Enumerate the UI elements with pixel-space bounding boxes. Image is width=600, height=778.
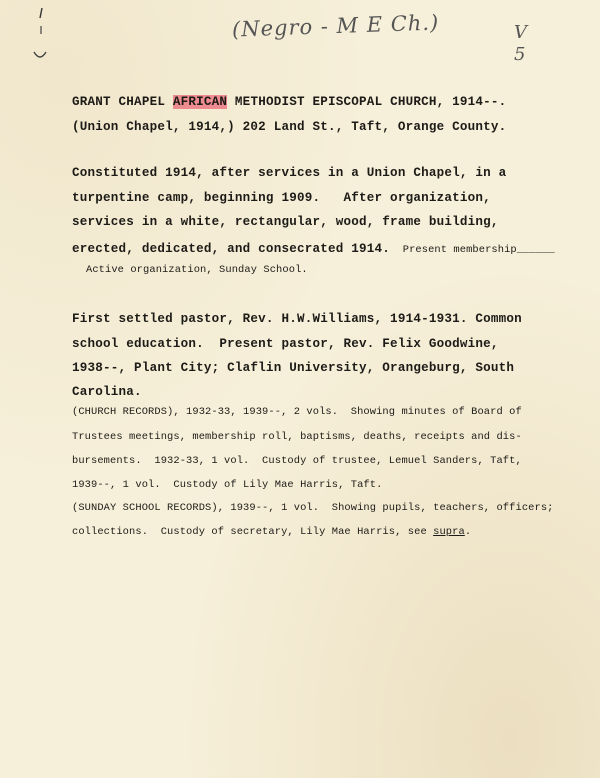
para1-line <box>72 239 555 257</box>
para1-line: services in a white, rectangular, wood, frame building, <box>72 215 499 229</box>
records-line: bursements. 1932-33, 1 vol. Custody of trustee, Lemuel Sanders, Taft, <box>72 455 522 467</box>
pencil-tick-mark <box>28 4 52 64</box>
handwritten-top-note: (Negro - M E Ch.) <box>231 10 440 42</box>
para1-line: Active organization, Sunday School. <box>86 264 308 276</box>
records-text: collections. Custody of secretary, Lily Mae Harris, see <box>72 526 434 538</box>
heading-line-1 <box>72 95 506 109</box>
membership-blank: Present membership______ <box>390 244 555 256</box>
records-line <box>72 526 471 538</box>
para2-line: 1938--, Plant City; Claflin University, Orangeburg, South <box>72 361 515 375</box>
para1-text: erected, dedicated, and consecrated 1914. <box>72 242 391 256</box>
highlighted-word: AFRICAN <box>172 95 228 109</box>
para2-line: Carolina. <box>72 385 142 399</box>
para1-line: Constituted 1914, after services in a Union Chapel, in a <box>72 166 507 180</box>
heading-text: METHODIST EPISCOPAL CHURCH, 1914--. <box>227 95 507 109</box>
heading-text: GRANT CHAPEL <box>72 95 173 109</box>
records-line: (CHURCH RECORDS), 1932-33, 1939--, 2 vols. Showing minutes of Board of <box>72 406 522 418</box>
underlined-word: supra <box>433 526 465 538</box>
para2-line: school education. Present pastor, Rev. Felix Goodwine, <box>72 337 499 351</box>
heading-line-2: (Union Chapel, 1914,) 202 Land St., Taft, Orange County. <box>72 120 507 134</box>
records-line: (SUNDAY SCHOOL RECORDS), 1939--, 1 vol. Showing pupils, teachers, officers; <box>72 502 554 514</box>
records-line: Trustees meetings, membership roll, baptisms, deaths, receipts and dis- <box>72 431 522 443</box>
para2-line: First settled pastor, Rev. H.W.Williams, 1914-1931. Common <box>72 312 522 326</box>
records-text: . <box>464 526 472 538</box>
handwritten-right-note: V 5 <box>514 22 528 65</box>
records-line: 1939--, 1 vol. Custody of Lily Mae Harris, Taft. <box>72 479 383 491</box>
para1-line: turpentine camp, beginning 1909. After organization, <box>72 191 491 205</box>
